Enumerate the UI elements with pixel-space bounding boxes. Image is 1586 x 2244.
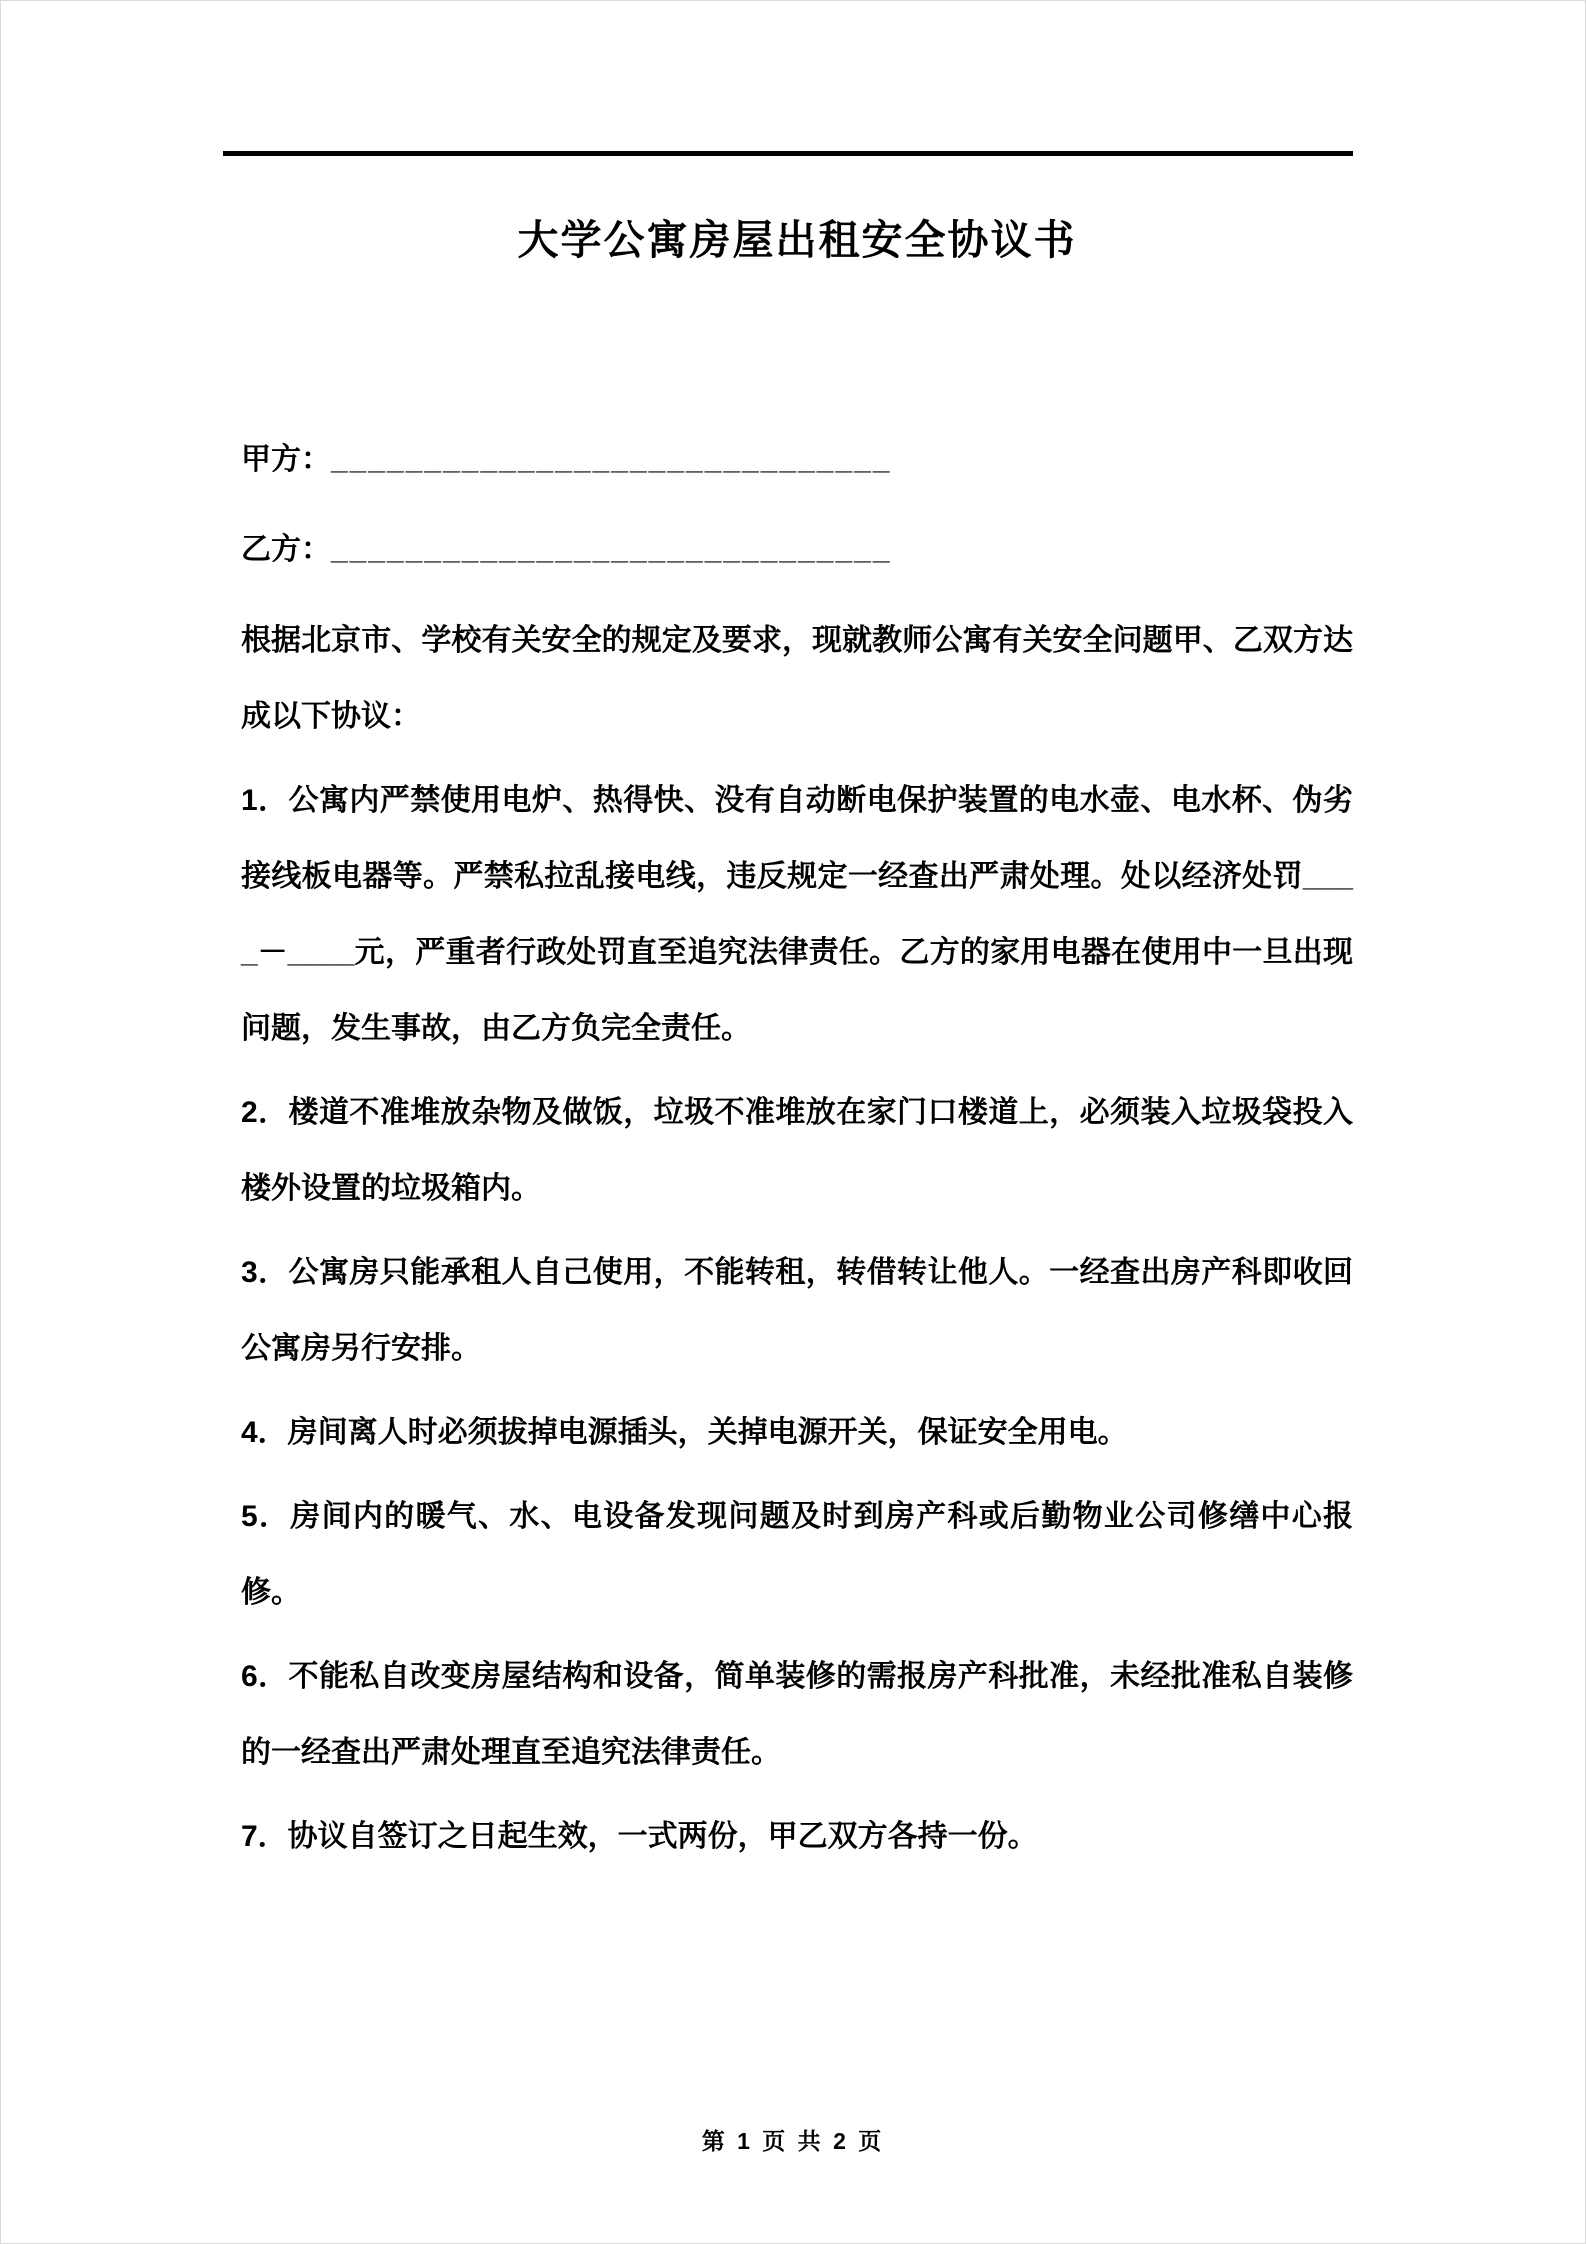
clause-2: 2．楼道不准堆放杂物及做饭，垃圾不准堆放在家门口楼道上，必须装入垃圾袋投入楼外设置的垃圾箱内。 — [241, 1096, 1353, 1206]
clause-3: 3．公寓房只能承租人自己使用，不能转租，转借转让他人。一经查出房产科即收回公寓房另行安排。 — [241, 1256, 1353, 1366]
agreement-body — [241, 603, 1353, 1875]
header-rule — [223, 151, 1353, 156]
clause-5: 5．房间内的暖气、水、电设备发现问题及时到房产科或后勤物业公司修缮中心报修。 — [241, 1500, 1353, 1610]
clause-7: 7．协议自签订之日起生效，一式两份，甲乙双方各持一份。 — [241, 1820, 1038, 1854]
party-fields — [241, 415, 1353, 595]
clause-1: 1．公寓内严禁使用电炉、热得快、没有自动断电保护装置的电水壶、电水杯、伪劣接线板电器等。严禁私拉乱接电线，违反规定一经查出严肃处理。处以经济处罚____－____元，严重者行政处罚直至追究法律责任。乙方的家用电器在使用中一旦出现问题，发生事故，由乙方负完全责任。 — [241, 784, 1353, 1046]
clause-6: 6．不能私自改变房屋结构和设备，简单装修的需报房产科批准，未经批准私自装修的一经查出严肃处理直至追究法律责任。 — [241, 1660, 1353, 1770]
party-b-label: 乙方： — [241, 533, 331, 567]
document-title: 大学公寓房屋出租安全协议书 — [517, 217, 1077, 263]
party-b-row — [241, 505, 1353, 595]
party-a-blank-line: ______________________________ — [331, 443, 892, 477]
clause-4: 4．房间离人时必须拔掉电源插头，关掉电源开关，保证安全用电。 — [241, 1416, 1128, 1450]
party-a-row — [241, 415, 1353, 505]
page-footer — [1, 2123, 1585, 2156]
party-b-blank-line: ______________________________ — [331, 533, 892, 567]
intro-paragraph: 根据北京市、学校有关安全的规定及要求，现就教师公寓有关安全问题甲、乙双方达成以下协议： — [241, 624, 1353, 734]
page-number: 第 1 页 共 2 页 — [701, 2128, 885, 2154]
document-content — [241, 151, 1353, 1883]
party-a-label: 甲方： — [241, 443, 331, 477]
